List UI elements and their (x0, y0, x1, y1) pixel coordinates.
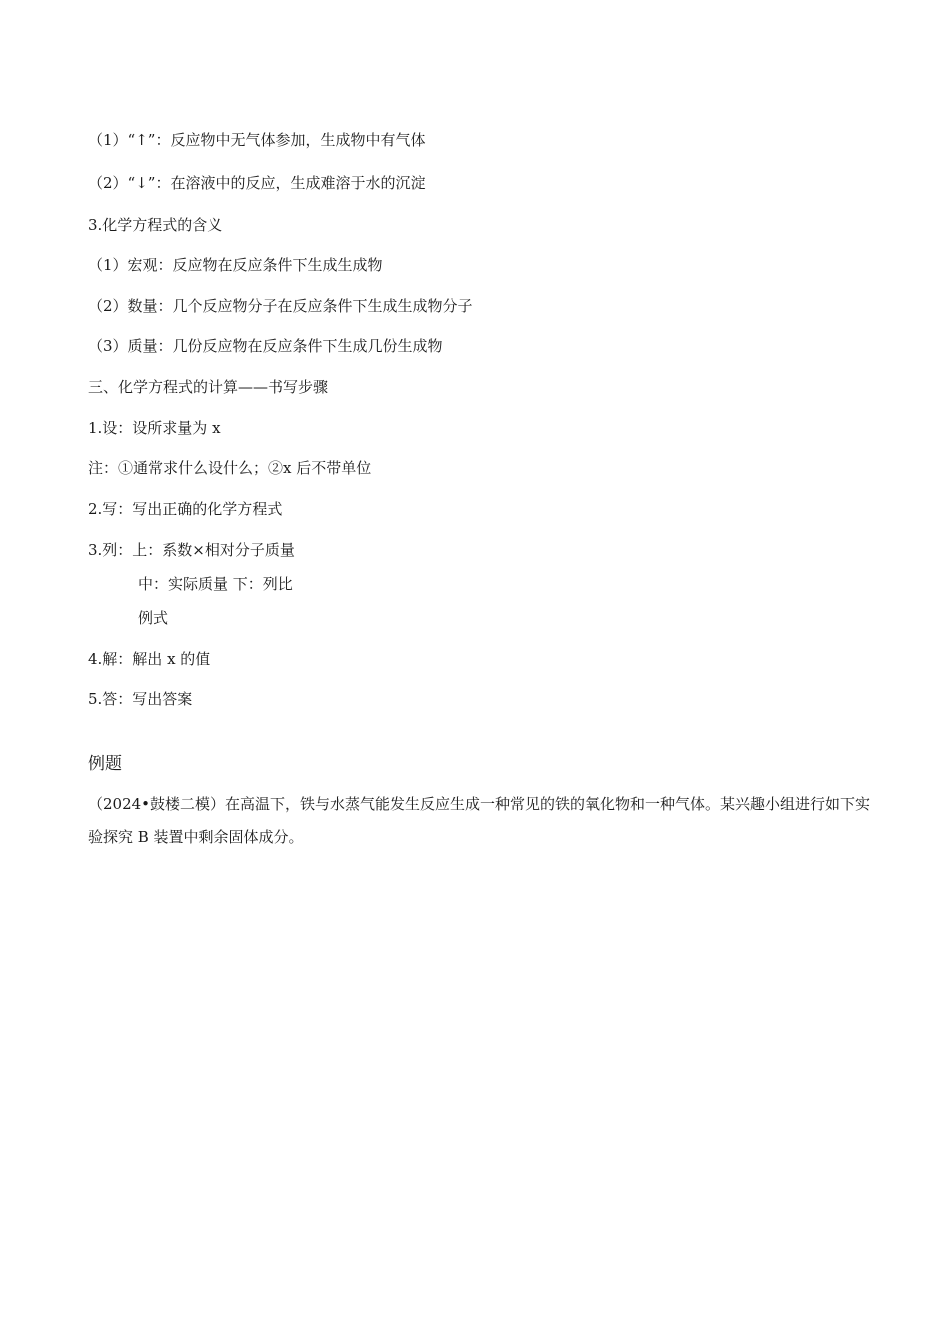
example-heading: 例题 (88, 754, 122, 774)
note-line: 注：①通常求什么设什么；②x 后不带单位 (88, 459, 372, 477)
meaning-macro-line: （1）宏观：反应物在反应条件下生成生成物 (88, 256, 383, 274)
step-2-line: 2.写：写出正确的化学方程式 (88, 500, 283, 518)
meaning-mass-line: （3）质量：几份反应物在反应条件下生成几份生成物 (88, 337, 443, 355)
step-3-continuation: 中：实际质量 下：列比 (138, 575, 293, 593)
step-3-line: 3.列：上：系数×相对分子质量 (88, 541, 295, 559)
step-1-line: 1.设：设所求量为 x (88, 419, 221, 437)
symbol-precipitate-line: （2）“↓”：在溶液中的反应，生成难溶于水的沉淀 (88, 174, 426, 192)
step-5-line: 5.答：写出答案 (88, 690, 193, 708)
example-text: （2024•鼓楼二模）在高温下，铁与水蒸气能发生反应生成一种常见的铁的氧化物和一种气体。某兴趣小组进行如下实验探究 B 装置中剩余固体成分。 (88, 795, 871, 846)
calculation-title: 三、化学方程式的计算——书写步骤 (88, 378, 329, 396)
meaning-quantity-line: （2）数量：几个反应物分子在反应条件下生成生成物分子 (88, 297, 473, 315)
symbol-gas-line: （1）“↑”：反应物中无气体参加，生成物中有气体 (88, 131, 426, 149)
meaning-title: 3.化学方程式的含义 (88, 216, 223, 234)
step-3-end: 例式 (138, 609, 169, 627)
step-4-line: 4.解：解出 x 的值 (88, 650, 211, 668)
